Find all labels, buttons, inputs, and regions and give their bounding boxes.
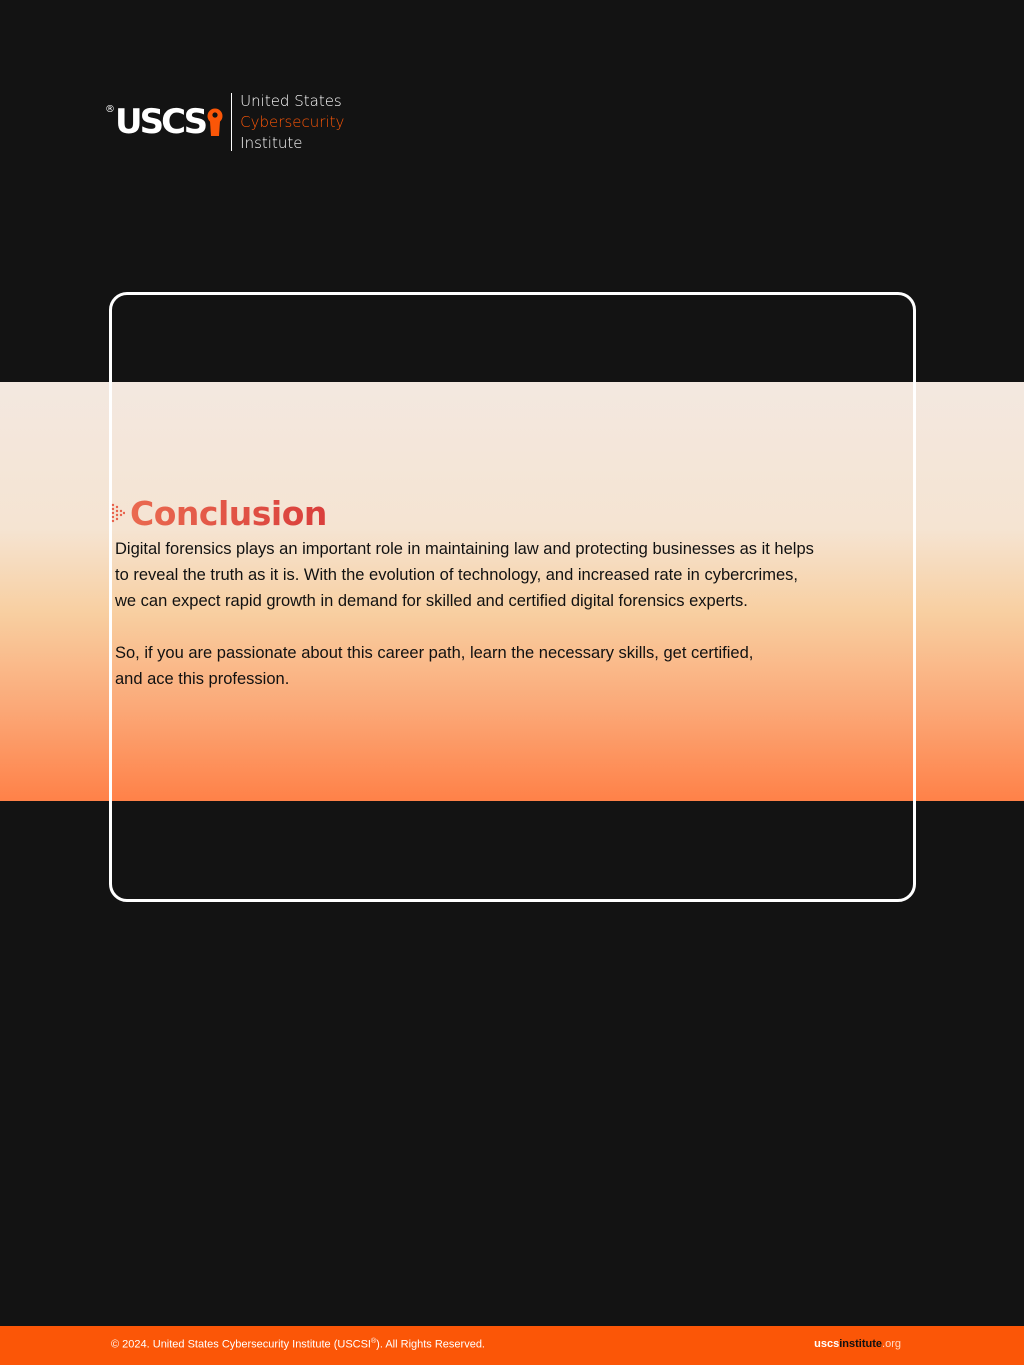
logo-divider	[231, 93, 232, 151]
logo-text	[240, 91, 344, 154]
site-part-c: .org	[882, 1338, 901, 1350]
keyhole-icon	[207, 107, 223, 137]
copyright-text	[111, 1338, 485, 1351]
paragraph-1	[115, 536, 895, 614]
section-title: Conclusion	[130, 493, 327, 533]
copyright-pre: © 2024. United States Cybersecurity Institute (USCSI	[111, 1338, 371, 1351]
paragraph-1-line: to reveal the truth as it is. With the evolution of technology, and increased rate in cybercrimes,	[115, 566, 798, 584]
logo-line-1: United States	[240, 91, 342, 110]
logo-wordmark: USCS	[115, 102, 206, 142]
logo-line-3: Institute	[240, 133, 303, 152]
conclusion-section	[115, 490, 895, 692]
copyright-post: ). All Rights Reserved.	[376, 1338, 485, 1351]
dotted-arrow-icon	[111, 502, 125, 524]
paragraph-1-line: we can expect rapid growth in demand for skilled and certified digital forensics experts.	[115, 592, 748, 610]
site-part-b: institute	[839, 1338, 883, 1350]
paragraph-2-line: So, if you are passionate about this career path, learn the necessary skills, get certified,	[115, 644, 754, 662]
footer	[0, 1326, 1024, 1365]
paragraph-1-line: Digital forensics plays an important role in maintaining law and protecting businesses as it helps	[115, 540, 814, 558]
site-part-a: uscs	[814, 1338, 840, 1350]
registered-mark: ®	[105, 104, 115, 115]
logo-line-2: Cybersecurity	[240, 112, 345, 131]
paragraph-2-line: and ace this profession.	[115, 670, 290, 688]
uscsi-logo	[105, 92, 344, 152]
section-heading	[115, 490, 895, 536]
logo-mark	[105, 92, 231, 152]
website-link[interactable]	[814, 1338, 901, 1350]
copyright-registered: ®	[371, 1338, 377, 1345]
paragraph-2	[115, 640, 895, 692]
